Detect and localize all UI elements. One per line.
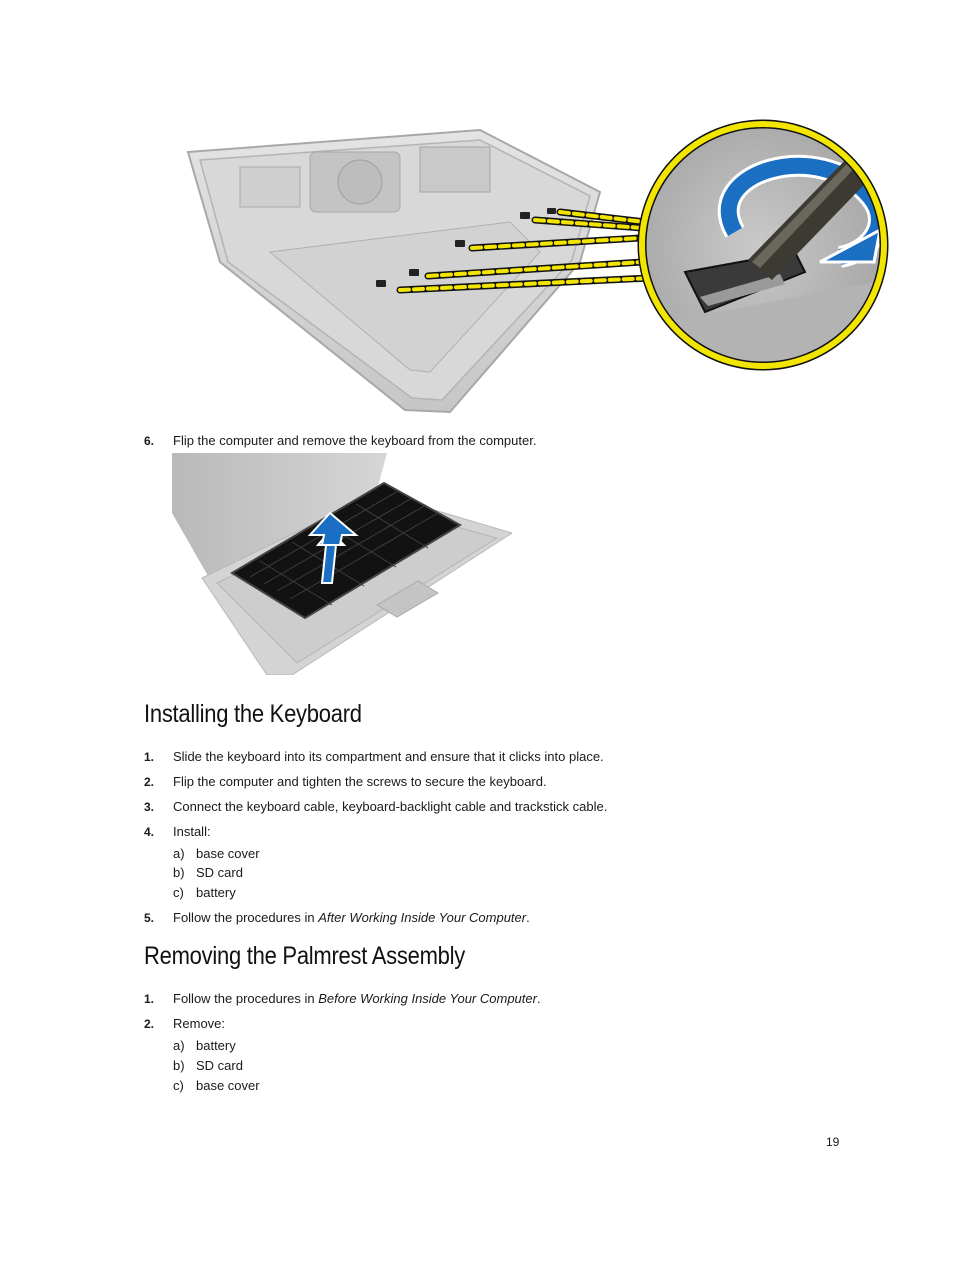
install-item bbox=[173, 845, 260, 863]
step-text bbox=[173, 909, 530, 927]
remove-item bbox=[173, 1037, 236, 1055]
item-text: battery bbox=[196, 885, 236, 900]
page-number: 19 bbox=[826, 1135, 840, 1149]
step-text bbox=[173, 990, 541, 1008]
step-number: 5. bbox=[144, 911, 155, 925]
step-number: 2. bbox=[144, 1017, 155, 1031]
item-text: SD card bbox=[196, 865, 243, 880]
item-letter: c) bbox=[173, 885, 184, 900]
step-number: 2. bbox=[144, 775, 155, 789]
after-working-link[interactable]: After Working Inside Your Computer bbox=[318, 910, 527, 925]
step-prefix: Follow the procedures in bbox=[173, 991, 319, 1006]
step-text: Flip the computer and remove the keyboard from the computer. bbox=[173, 433, 537, 448]
removing-palmrest-heading: Removing the Palmrest Assembly bbox=[144, 942, 465, 970]
step-number: 6. bbox=[144, 434, 155, 448]
step-text: Install: bbox=[173, 824, 211, 839]
item-letter: c) bbox=[173, 1078, 184, 1093]
before-working-link[interactable]: Before Working Inside Your Computer bbox=[318, 991, 537, 1006]
install-item bbox=[173, 864, 243, 882]
step-number: 4. bbox=[144, 825, 155, 839]
installing-keyboard-heading: Installing the Keyboard bbox=[144, 700, 362, 728]
step-suffix: . bbox=[536, 991, 541, 1006]
base-screws-figure bbox=[180, 112, 910, 414]
step-suffix: . bbox=[526, 910, 530, 925]
step-text: Flip the computer and tighten the screws to secure the keyboard. bbox=[173, 774, 547, 789]
remove-item bbox=[173, 1057, 243, 1075]
item-text: base cover bbox=[196, 1078, 260, 1093]
item-text: SD card bbox=[196, 1058, 243, 1073]
keyboard-removal-figure bbox=[172, 453, 512, 675]
item-letter: b) bbox=[173, 1058, 185, 1073]
step-number: 1. bbox=[144, 992, 155, 1006]
step-text: Connect the keyboard cable, keyboard-backlight cable and trackstick cable. bbox=[173, 799, 608, 814]
item-letter: a) bbox=[173, 846, 185, 861]
install-item bbox=[173, 884, 236, 902]
step-text: Remove: bbox=[173, 1016, 226, 1031]
step-text: Slide the keyboard into its compartment and ensure that it clicks into place. bbox=[173, 749, 604, 764]
step-number: 3. bbox=[144, 800, 155, 814]
item-text: base cover bbox=[196, 846, 260, 861]
step-prefix: Follow the procedures in bbox=[173, 910, 319, 925]
item-text: battery bbox=[196, 1038, 236, 1053]
item-letter: a) bbox=[173, 1038, 185, 1053]
remove-item bbox=[173, 1077, 260, 1095]
item-letter: b) bbox=[173, 865, 185, 880]
step-number: 1. bbox=[144, 750, 155, 764]
